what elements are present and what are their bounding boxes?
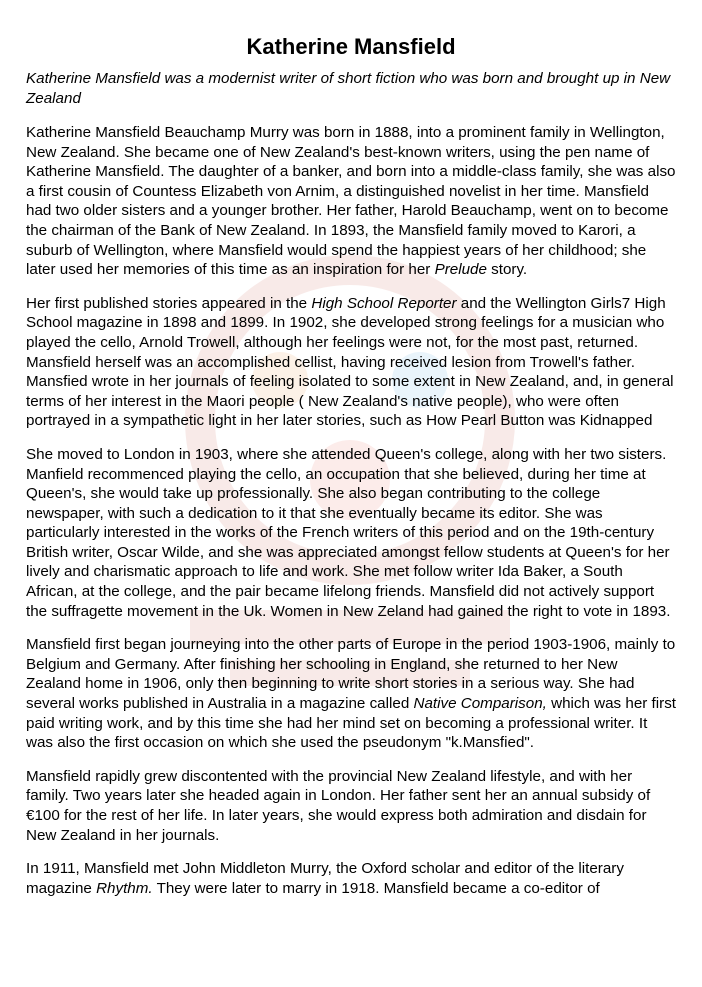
paragraph-emphasis: Rhythm. [96,879,153,897]
paragraph-text: In 1911, Mansfield met John Middleton Murry, the Oxford scholar and editor of the literary magazine [26,860,624,897]
paragraph-text: She moved to London in 1903, where she attended Queen's college, along with her two sisters. Manfield recommenced playing the cello, an occupation that she believed, during her time at Queen's, she would take up professionally. She also began contributing to the college newspaper, with such a dedication to it that she eventually became its editor. She was particularly interested in the works of the French writers of this period and on the 19th-century British writer, Oscar Wilde, and she was appreciated amongst fellow students at Queen's for her lively and charismatic approach to life and work. She met follow writer Ida Baker, a South African, at the college, and the pair became lifelong friends. Mansfield did not actively support the suffragette movement in the Uk. Women in New Zeland had gained the right to vote in 1893. [26,445,671,620]
paragraph-2 [26,294,676,431]
paragraph-3 [26,445,676,621]
paragraph-emphasis: Prelude [434,261,487,279]
paragraph-text: Mansfield rapidly grew discontented with the provincial New Zealand lifestyle, and with her family. Two years later she headed again in London. Her father sent her an annual subsidy of €100 for the rest of her life. In later years, she would express both admiration and disdain for New Zealand in her journals. [26,767,651,844]
paragraph-text: and the Wellington Girls7 High School magazine in 1898 and 1899. In 1902, she developed strong feelings for a musician who played the cello, Arnold Trowell, although her feelings were not, for the most past, returned. Mansfield herself was an accomplished cellist, having received lesion from Trowell's father. Mansfied wrote in her journals of feeling isolated to some extent in New Zealand, and, in general terms of her interest in the Maori people ( New Zealand's native people), who were often portrayed in a sympathetic light in her later stories, such as How Pearl Button was Kidnapped [26,294,674,430]
paragraph-emphasis: Native Comparison, [413,695,547,713]
paragraph-emphasis: High School Reporter [311,294,457,312]
paragraph-text: Katherine Mansfield Beauchamp Murry was born in 1888, into a prominent family in Wellington, New Zealand. She became one of New Zealand's best-known writers, using the pen name of Katherine Mansfield. The daughter of a banker, and born into a middle-class family, she was also a first cousin of Countess Elizabeth von Arnim, a distinguished novelist in her time. Mansfield had two older sisters and a younger brother. Her father, Harold Beauchamp, went on to become the chairman of the Bank of New Zealand. In 1893, the Mansfield family moved to Karori, a suburb of Wellington, where Mansfield would spend the happiest years of her childhood; she later used her memories of this time as an inspiration for her [26,124,676,279]
page-subtitle: Katherine Mansfield was a modernist writer of short fiction who was born and brought up in New Zealand [26,70,671,107]
paragraph-text: Her first published stories appeared in the [26,294,312,312]
page-title: Katherine Mansfield [246,34,456,59]
paragraph-text: They were later to marry in 1918. Mansfield became a co-editor of [152,879,600,897]
paragraph-1 [26,123,676,280]
paragraph-text: story. [486,261,528,279]
paragraph-5 [26,767,676,845]
paragraph-text: Mansfield first began journeying into the other parts of Europe in the period 1903-1906, mainly to Belgium and Germany. After finishing her schooling in England, she returned to her New Zealand home in 1906, only then beginning to write short stories in a serious way. She had several works published in Australia in a magazine called [26,636,676,713]
paragraph-6 [26,859,676,898]
paragraph-text: which was her first paid writing work, and by this time she had her mind set on becoming a professional writer. It was also the first occasion on which she used the pseudonym "k.Mansfied". [26,695,677,752]
paragraph-4 [26,635,676,753]
